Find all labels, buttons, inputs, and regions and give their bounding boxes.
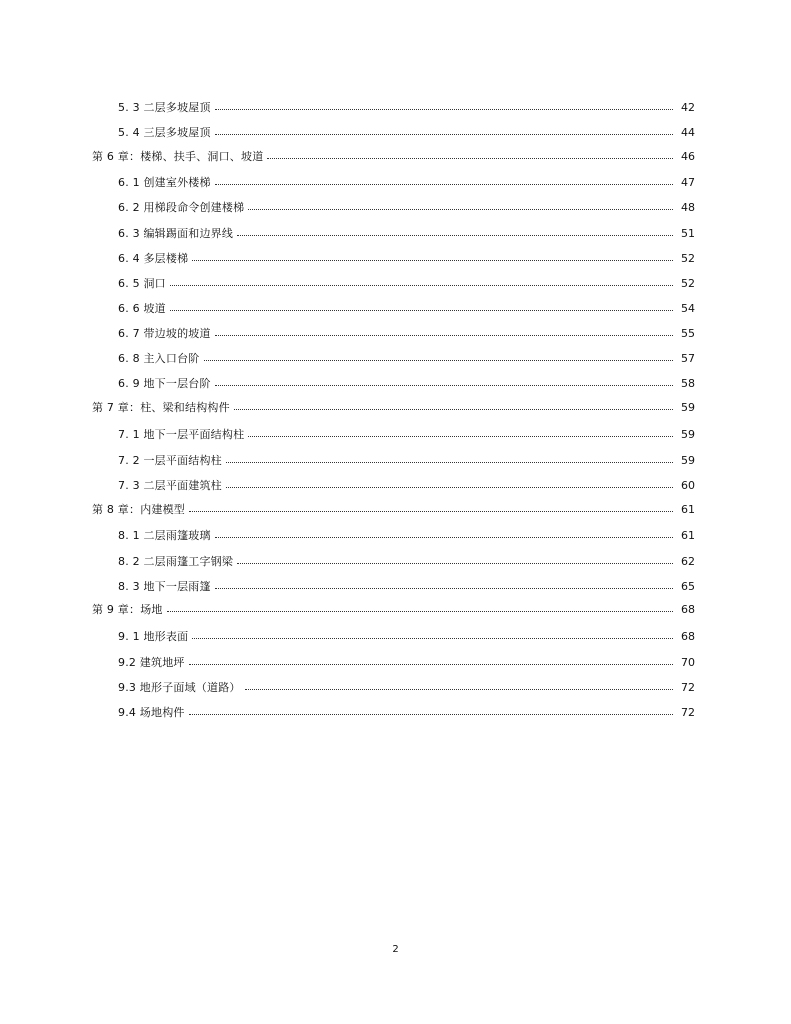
dot-leader: [226, 462, 673, 463]
dot-leader: [215, 335, 673, 336]
toc-chapter-entry[interactable]: [92, 503, 695, 517]
dot-leader: [237, 563, 673, 564]
dot-leader: [226, 487, 673, 488]
toc-entry-page: 68: [681, 630, 695, 643]
toc-entry[interactable]: [118, 630, 695, 644]
toc-entry-title: 第 8 章：内建模型: [92, 503, 185, 516]
dot-leader: [267, 158, 673, 159]
toc-entry-page: 47: [681, 176, 695, 189]
toc-entry-page: 44: [681, 126, 695, 139]
toc-entry-title: 8. 3 地下一层雨篷: [118, 580, 211, 593]
toc-entry-title: 6. 9 地下一层台阶: [118, 377, 211, 390]
dot-leader: [215, 134, 673, 135]
toc-entry-title: 6. 1 创建室外楼梯: [118, 176, 211, 189]
toc-entry-title: 8. 2 二层雨篷工字钢梁: [118, 555, 234, 568]
toc-entry[interactable]: [118, 656, 695, 670]
dot-leader: [215, 109, 673, 110]
toc-entry-page: 54: [681, 302, 695, 315]
toc-entry-page: 59: [681, 401, 695, 414]
toc-entry[interactable]: [118, 302, 695, 316]
toc-entry[interactable]: [118, 580, 695, 594]
toc-entry[interactable]: [118, 201, 695, 215]
toc-entry-page: 70: [681, 656, 695, 669]
dot-leader: [189, 664, 673, 665]
toc-entry-title: 7. 1 地下一层平面结构柱: [118, 428, 245, 441]
dot-leader: [189, 714, 673, 715]
dot-leader: [170, 285, 673, 286]
toc-entry-title: 7. 3 二层平面建筑柱: [118, 479, 222, 492]
toc-entry[interactable]: [118, 555, 695, 569]
toc-entry[interactable]: [118, 327, 695, 341]
toc-entry-title: 9.3 地形子面域（道路）: [118, 681, 241, 694]
dot-leader: [248, 436, 673, 437]
toc-entry-title: 5. 3 二层多坡屋顶: [118, 101, 211, 114]
toc-entry[interactable]: [118, 529, 695, 543]
toc-entry-title: 第 6 章：楼梯、扶手、洞口、坡道: [92, 150, 264, 163]
toc-entry-title: 6. 3 编辑踢面和边界线: [118, 227, 234, 240]
toc-entry[interactable]: [118, 277, 695, 291]
toc-entry[interactable]: [118, 101, 695, 115]
toc-entry-title: 6. 8 主入口台阶: [118, 352, 200, 365]
toc-entry-title: 第 9 章：场地: [92, 603, 163, 616]
toc-entry[interactable]: [118, 454, 695, 468]
toc-entry-page: 72: [681, 681, 695, 694]
toc-entry[interactable]: [118, 428, 695, 442]
toc-entry-page: 52: [681, 277, 695, 290]
toc-entry-page: 55: [681, 327, 695, 340]
dot-leader: [189, 511, 673, 512]
toc-entry-page: 62: [681, 555, 695, 568]
toc-entry-page: 72: [681, 706, 695, 719]
toc-entry-page: 48: [681, 201, 695, 214]
dot-leader: [167, 611, 673, 612]
toc-entry-page: 68: [681, 603, 695, 616]
dot-leader: [215, 588, 673, 589]
toc-entry-title: 9.4 场地构件: [118, 706, 185, 719]
toc-entry-page: 61: [681, 529, 695, 542]
toc-entry[interactable]: [118, 681, 695, 695]
toc-entry-title: 9. 1 地形表面: [118, 630, 189, 643]
toc-entry-title: 6. 6 坡道: [118, 302, 166, 315]
toc-entry-page: 59: [681, 454, 695, 467]
toc-entry-page: 61: [681, 503, 695, 516]
dot-leader: [204, 360, 674, 361]
page-number: 2: [392, 944, 399, 955]
toc-entry-title: 8. 1 二层雨篷玻璃: [118, 529, 211, 542]
toc-entry-page: 52: [681, 252, 695, 265]
toc-entry-page: 60: [681, 479, 695, 492]
toc-entry[interactable]: [118, 352, 695, 366]
toc-entry-page: 59: [681, 428, 695, 441]
toc-entry[interactable]: [118, 126, 695, 140]
toc-entry-page: 51: [681, 227, 695, 240]
toc-entry-page: 42: [681, 101, 695, 114]
toc-entry-page: 58: [681, 377, 695, 390]
toc-chapter-entry[interactable]: [92, 603, 695, 617]
toc-chapter-entry[interactable]: [92, 150, 695, 164]
dot-leader: [215, 184, 673, 185]
dot-leader: [170, 310, 673, 311]
dot-leader: [215, 385, 673, 386]
toc-entry[interactable]: [118, 252, 695, 266]
toc-entry-page: 57: [681, 352, 695, 365]
toc-entry-title: 5. 4 三层多坡屋顶: [118, 126, 211, 139]
toc-entry[interactable]: [118, 706, 695, 720]
toc-entry[interactable]: [118, 479, 695, 493]
toc-entry-page: 65: [681, 580, 695, 593]
dot-leader: [234, 409, 673, 410]
dot-leader: [248, 209, 673, 210]
dot-leader: [237, 235, 673, 236]
toc-entry-title: 9.2 建筑地坪: [118, 656, 185, 669]
dot-leader: [192, 260, 673, 261]
toc-entry-title: 7. 2 一层平面结构柱: [118, 454, 222, 467]
dot-leader: [215, 537, 673, 538]
toc-entry-title: 6. 5 洞口: [118, 277, 166, 290]
toc-entry-title: 6. 4 多层楼梯: [118, 252, 189, 265]
dot-leader: [245, 689, 673, 690]
toc-entry[interactable]: [118, 176, 695, 190]
toc-entry[interactable]: [118, 227, 695, 241]
toc-entry-page: 46: [681, 150, 695, 163]
toc-entry-title: 6. 2 用梯段命令创建楼梯: [118, 201, 245, 214]
toc-entry-title: 第 7 章：柱、梁和结构构件: [92, 401, 230, 414]
toc-entry-title: 6. 7 带边坡的坡道: [118, 327, 211, 340]
dot-leader: [192, 638, 673, 639]
toc-chapter-entry[interactable]: [92, 401, 695, 415]
toc-entry[interactable]: [118, 377, 695, 391]
